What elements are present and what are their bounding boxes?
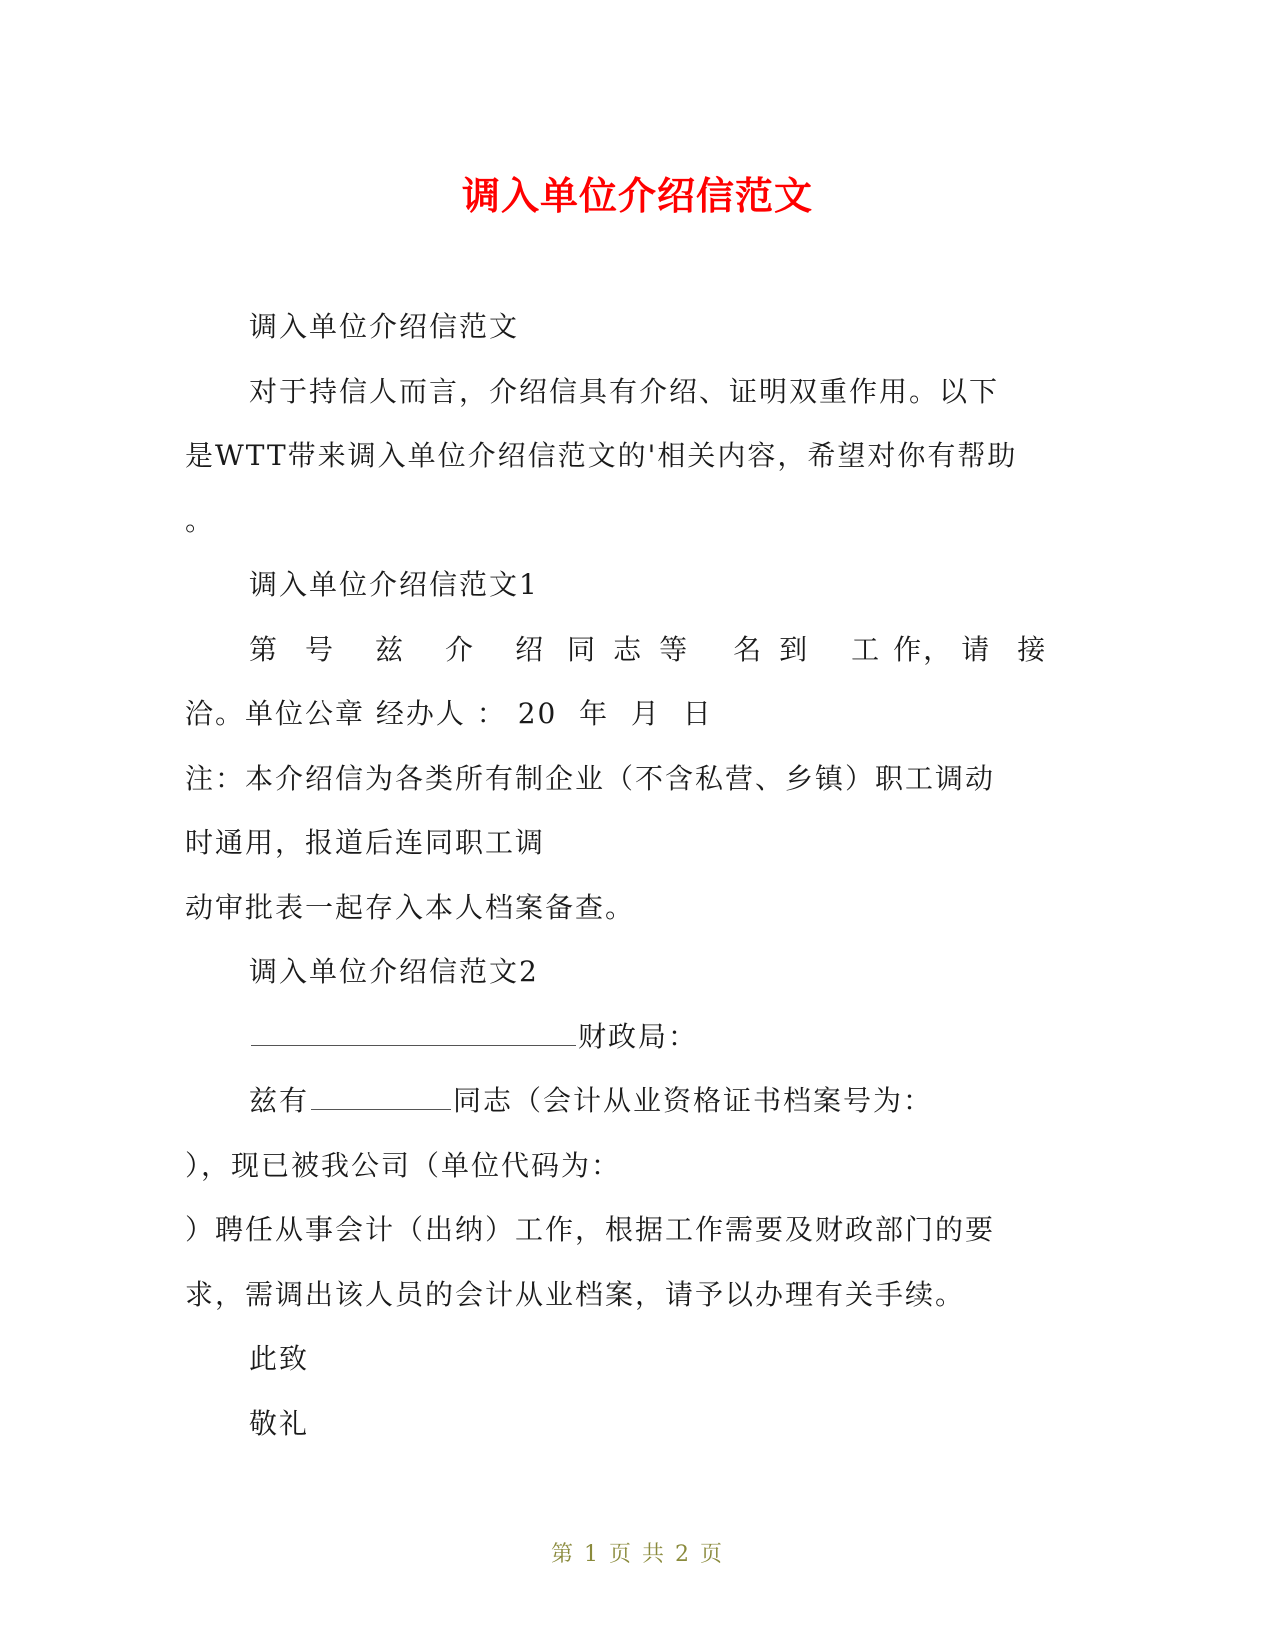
intro-line-2: 是WTT带来调入单位介绍信范文的'相关内容，希望对你有帮助: [185, 439, 1018, 472]
sample1-word: 请: [961, 632, 992, 666]
sample2-line-1: [185, 1069, 1085, 1134]
sample2-addressee-line: [185, 1005, 1085, 1070]
page-footer: 第 1 页 共 2 页: [551, 1542, 724, 1567]
sample1-word: 名: [733, 632, 764, 666]
sample1-word: 同: [567, 632, 598, 666]
intro-line-1: 对于持信人而言，介绍信具有介绍、证明双重作用。以下: [249, 374, 1000, 408]
addressee-blank: [251, 1021, 576, 1046]
heading: 调入单位介绍信范文: [249, 310, 520, 343]
sample1-word: 到: [779, 632, 810, 666]
sample1-word: 第: [249, 632, 280, 666]
sample2-line-4: 求，需调出该人员的会计从业档案，请予以办理有关手续。: [185, 1277, 966, 1311]
sample1-note-2: 时通用，报道后连同职工调: [185, 826, 546, 859]
sample1-word: 号: [305, 632, 336, 666]
intro-line-3: 。: [185, 503, 216, 537]
sample2-heading: 调入单位介绍信范文2: [249, 955, 539, 988]
sample1-word: 接: [1017, 632, 1048, 666]
sample2-line-1a: 兹有: [249, 1084, 310, 1117]
sample2-line-1b: 同志（会计从业资格证书档案号为：: [453, 1084, 934, 1117]
sample1-word: 工: [851, 632, 882, 666]
sample1-line-1: [185, 618, 1085, 683]
sample1-word: 作，: [893, 632, 954, 666]
sample1-word: 介: [445, 632, 476, 666]
sample1-word: 兹: [375, 632, 406, 666]
name-blank: [311, 1085, 451, 1110]
sample1-note-1: 注：本介绍信为各类所有制企业（不含私营、乡镇）职工调动: [185, 761, 996, 795]
document-body: [185, 295, 1085, 1456]
sample1-word: 绍: [515, 632, 546, 666]
sample1-line-2: 洽。单位公章 经办人 ： 20 年 月 日: [185, 697, 713, 730]
closing-1: 此致: [249, 1342, 310, 1375]
closing-2: 敬礼: [249, 1406, 310, 1440]
document-title: 调入单位介绍信范文: [461, 174, 813, 218]
sample1-heading: 调入单位介绍信范文1: [249, 568, 539, 601]
sample1-word: 等: [659, 632, 690, 666]
sample2-addressee: 财政局：: [578, 1019, 699, 1053]
sample2-line-2: ），现已被我公司（单位代码为：: [185, 1148, 622, 1182]
sample1-word: 志: [613, 632, 644, 666]
sample2-line-3: ）聘任从事会计（出纳）工作，根据工作需要及财政部门的要: [185, 1213, 996, 1246]
sample1-note-3: 动审批表一起存入本人档案备查。: [185, 890, 636, 924]
